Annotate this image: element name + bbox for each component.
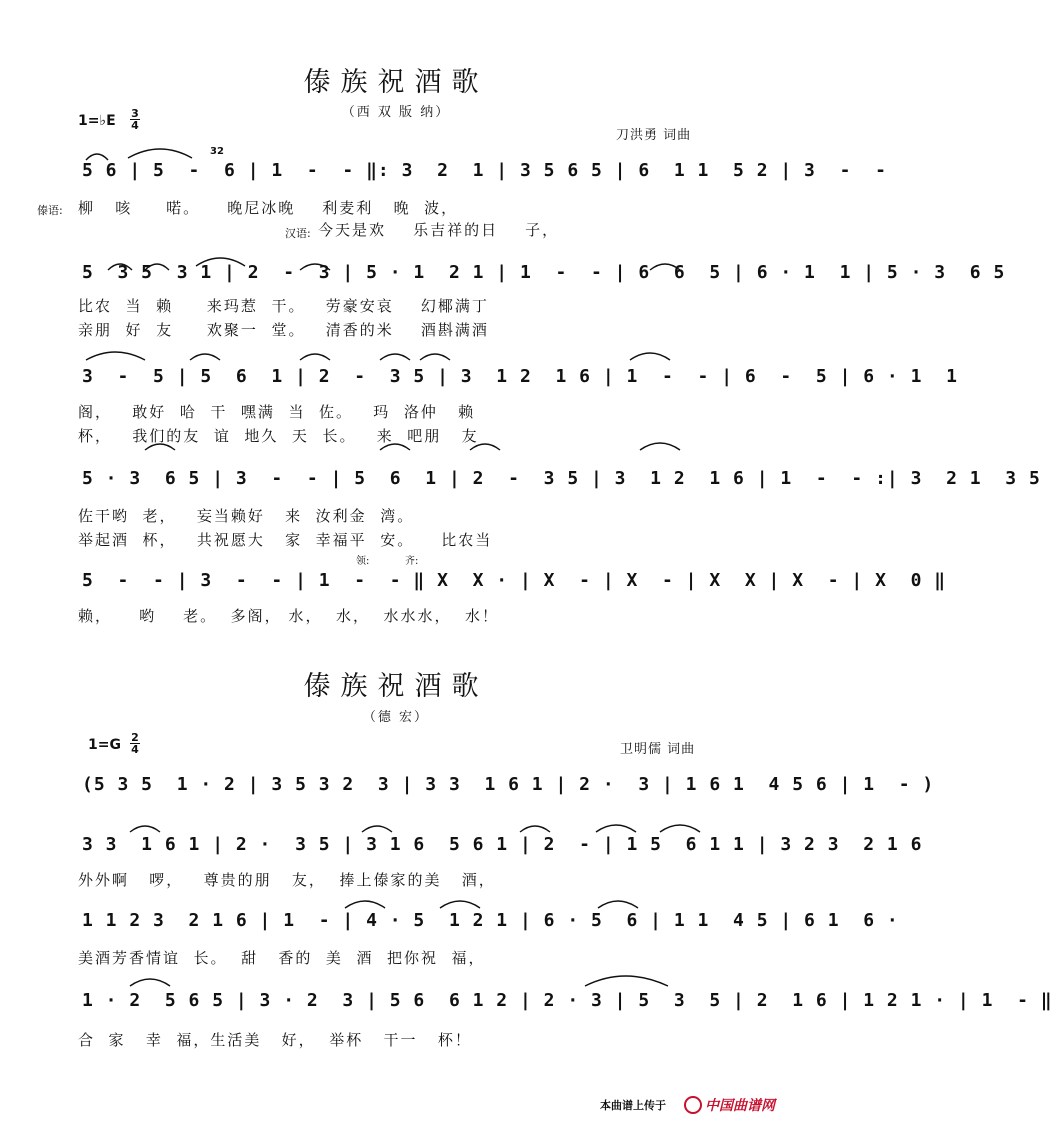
song1-system2-lyric2: 亲朋 好 友 欢聚一 堂。 清香的米 酒斟满酒 [78,321,489,339]
song1-system4-lyric1: 佐干哟 老， 妄当赖好 来 汝利金 湾。 [78,507,415,525]
grace-note: 32 [210,146,224,157]
song1-system5-lyric1: 赖， 哟 老。 多阁， 水， 水， 水水水， 水！ [78,607,500,625]
slur-s2-9 [130,979,170,986]
song2-meter-top: 2 [131,731,139,744]
song1-system3-lyric1: 阁， 敢好 哈 干 嘿满 当 佐。 玛 洛仲 赖 [78,403,476,421]
song1-credit: 刀洪勇 词曲 [616,128,692,143]
song1-system1-lyric2: 今天是欢 乐吉祥的日 子， [318,221,560,239]
song1-system5-notes: 5 - - | 3 - - | 1 - - ‖ X X · | X - | X - | X X | X - | X 0 ‖ [82,570,947,591]
song2-region: （德 宏） [362,710,430,725]
song1-title: 傣族祝酒歌 [303,67,489,98]
song1-meter-bottom: 4 [131,119,139,132]
upload-text: 本曲谱上传于 [600,1099,666,1112]
cue-all: 齐: [405,556,419,567]
song2-system2-notes: 3 3 1 6 1 | 2 · 3 5 | 3 1 6 5 6 1 | 2 - | 1 5 6 1 1 | 3 2 3 2 1 6 [82,834,923,855]
slur-s2-5 [660,825,700,832]
song2-system1-notes: (5 3 5 1 · 2 | 3 5 3 2 3 | 3 3 1 6 1 | 2 · 3 | 1 6 1 4 5 6 | 1 - ) [82,774,935,795]
song1-key-signature: 1=♭E [78,113,116,129]
song1-system4-lyric2: 举起酒 杯， 共祝愿大 家 幸福平 安。 比农当 [78,531,493,549]
song1-lyric-label-han: 汉语: [285,227,311,240]
song1-lyric-label-dai: 傣语: [37,204,63,217]
song2-credit: 卫明儒 词曲 [620,742,696,757]
slur-s2-6 [345,901,385,908]
slur-s2-10 [585,976,668,986]
slur-s2-2 [362,826,392,832]
song2-key-signature: 1=G [88,737,121,753]
site-logo-icon [684,1096,702,1114]
slur-s2-1 [130,826,160,832]
song2-system4-notes: 1 · 2 5 6 5 | 3 · 2 3 | 5 6 6 1 2 | 2 · 3 | 5 3 5 | 2 1 6 | 1 2 1 · | 1 - ‖ [82,990,1053,1011]
song1-system2-lyric1: 比农 当 赖 来玛惹 干。 劳豪安哀 幻椰满丁 [78,297,489,315]
song1-system2-notes: 5 3 5 3 1 | 2 - 3 | 5 · 1 2 1 | 1 - - | 6 6 5 | 6 · 1 1 | 5 · 3 6 5 [82,262,1006,283]
song2-system4-lyric1: 合 家 幸 福，生活美 好， 举杯 干一 杯！ [78,1031,472,1049]
site-name-link[interactable]: 中国曲谱网 [705,1098,775,1114]
song2-system3-notes: 1 1 2 3 2 1 6 | 1 - | 4 · 5 1 2 1 | 6 · 5 6 | 1 1 4 5 | 6 1 6 · [82,910,899,931]
song1-system1-lyric1: 柳 咳 喏。 晚尼冰晚 利麦利 晚 波， [78,199,459,217]
slur-s2-3 [520,826,550,832]
song2-system3-lyric1: 美酒芳香情谊 长。 甜 香的 美 酒 把你祝 福， [78,949,486,967]
song2-system2-lyric1: 外外啊 啰， 尊贵的朋 友， 捧上傣家的美 酒， [78,871,496,889]
song2-title: 傣族祝酒歌 [303,671,489,702]
song1-meter-top: 3 [131,107,139,120]
song1-region: （西 双 版 纳） [341,105,451,120]
slur-s2-4 [596,825,636,832]
cue-lead: 领: [356,556,370,567]
song1-system4-notes: 5 · 3 6 5 | 3 - - | 5 6 1 | 2 - 3 5 | 3 1 2 1 6 | 1 - - :| 3 2 1 3 5 [82,468,1041,489]
song2-meter-bottom: 4 [131,743,139,756]
song1-system3-notes: 3 - 5 | 5 6 1 | 2 - 3 5 | 3 1 2 1 6 | 1 - - | 6 - 5 | 6 · 1 1 [82,366,958,387]
slur-s2-7 [440,901,480,908]
slur-s2-8 [598,901,638,908]
song1-system3-lyric2: 杯， 我们的友 谊 地久 天 长。 来 吧朋 友 [78,427,479,445]
song1-system1-notes: 5 6 | 5 - 6 | 1 - - ‖: 3 2 1 | 3 5 6 5 | 6 1 1 5 2 | 3 - - [82,160,887,181]
